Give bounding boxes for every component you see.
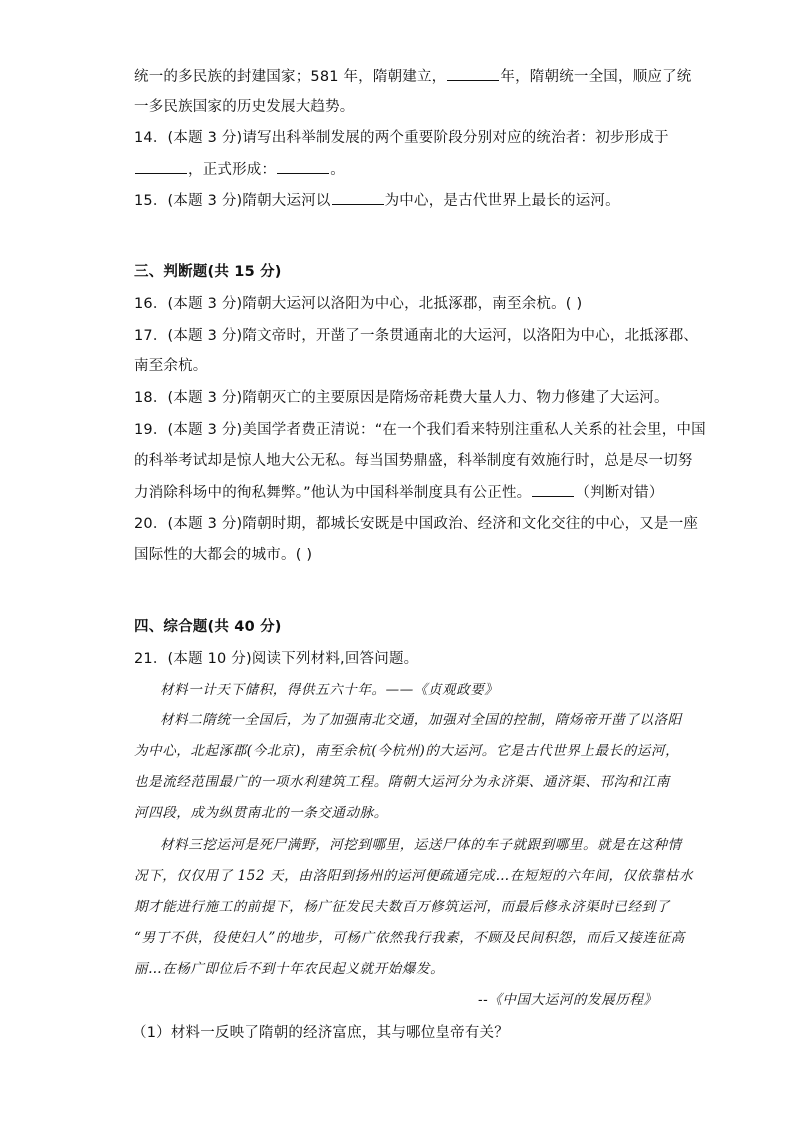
q19-line-2: 的科举考试却是惊人地大公无私。每当国势鼎盛，科举制度有效施行时，总是尽一切努 bbox=[134, 453, 693, 469]
material-3-line: 期才能进行施工的前提下，杨广征发民夫数百万修筑运河，而最后修永济渠时已经到了 bbox=[134, 899, 670, 915]
material-3-line: “男丁不供，役使妇人”的地步，可杨广依然我行我素，不顾及民间积怨，而后又接连征高 bbox=[134, 930, 685, 946]
q16: 16．(本题 3 分)隋朝大运河以洛阳为中心，北抵涿郡，南至余杭。( ) bbox=[134, 296, 583, 312]
material-3-line: 材料三挖运河是死尸满野，河挖到哪里，运送尸体的车子就跟到哪里。就是在这种情 bbox=[160, 837, 682, 853]
q14-line-1: 14．(本题 3 分)请写出科举制发展的两个重要阶段分别对应的统治者：初步形成于 bbox=[134, 130, 669, 146]
material-2-line: 河四段，成为纵贯南北的一条交通动脉。 bbox=[134, 805, 388, 821]
material-1: 材料一计天下储积，得供五六十年。——《贞观政要》 bbox=[160, 682, 499, 698]
q17-line-1: 17．(本题 3 分)隋文帝时，开凿了一条贯通南北的大运河，以洛阳为中心，北抵涿郡、 bbox=[134, 328, 699, 344]
q20-line-1: 20．(本题 3 分)隋朝时期，都城长安既是中国政治、经济和文化交往的中心，又是一座 bbox=[134, 516, 699, 532]
material-3-source: --《中国大运河的发展历程》 bbox=[478, 992, 658, 1008]
q21-sub-question-1: （1）材料一反映了隋朝的经济富庶，其与哪位皇帝有关？ bbox=[132, 1025, 509, 1041]
q15-line-1: 15．(本题 3 分)隋朝大运河以 为中心，是古代世界上最长的运河。 bbox=[134, 190, 620, 211]
answer-blank[interactable] bbox=[332, 190, 384, 205]
q14-line-2: ，正式形成： 。 bbox=[134, 159, 345, 180]
section-4-heading: 四、综合题(共 40 分) bbox=[134, 619, 282, 635]
answer-blank[interactable] bbox=[532, 482, 574, 497]
q18: 18．(本题 3 分)隋朝灭亡的主要原因是隋炀帝耗费大量人力、物力修建了大运河。 bbox=[134, 390, 669, 406]
material-2-line: 材料二隋统一全国后，为了加强南北交通，加强对全国的控制，隋炀帝开凿了以洛阳 bbox=[160, 712, 682, 728]
q19-line-3: 力消除科场中的徇私舞弊。”他认为中国科举制度具有公正性。 （判断对错） bbox=[134, 482, 664, 503]
q21-intro: 21．(本题 10 分)阅读下列材料,回答问题。 bbox=[134, 651, 419, 667]
q19-line-1: 19．(本题 3 分)美国学者费正清说：“在一个我们看来特别注重私人关系的社会里，中国 bbox=[134, 422, 706, 438]
material-3-line: 况下，仅仅用了 152 天，由洛阳到扬州的运河便疏通完成…在短短的六年间，仅依靠枯水 bbox=[134, 868, 694, 884]
q20-line-2: 国际性的大都会的城市。( ) bbox=[134, 547, 313, 563]
q13-line-1: 统一的多民族的封建国家；581 年，隋朝建立， 年，隋朝统一全国，顺应了统 bbox=[134, 66, 692, 87]
material-2-line: 也是流经范围最广的一项水利建筑工程。隋朝大运河分为永济渠、通济渠、邗沟和江南 bbox=[134, 774, 670, 790]
answer-blank[interactable] bbox=[277, 159, 329, 174]
material-2-line: 为中心，北起涿郡(今北京)，南至余杭(今杭州)的大运河。它是古代世界上最长的运河， bbox=[134, 743, 680, 759]
section-3-heading: 三、判断题(共 15 分) bbox=[134, 264, 282, 280]
material-3-line: 丽…在杨广即位后不到十年农民起义就开始爆发。 bbox=[134, 961, 445, 977]
answer-blank[interactable] bbox=[135, 159, 187, 174]
answer-blank[interactable] bbox=[447, 66, 499, 81]
q17-line-2: 南至余杭。 bbox=[134, 358, 208, 374]
q13-line-2: 一多民族国家的历史发展大趋势。 bbox=[134, 99, 355, 115]
